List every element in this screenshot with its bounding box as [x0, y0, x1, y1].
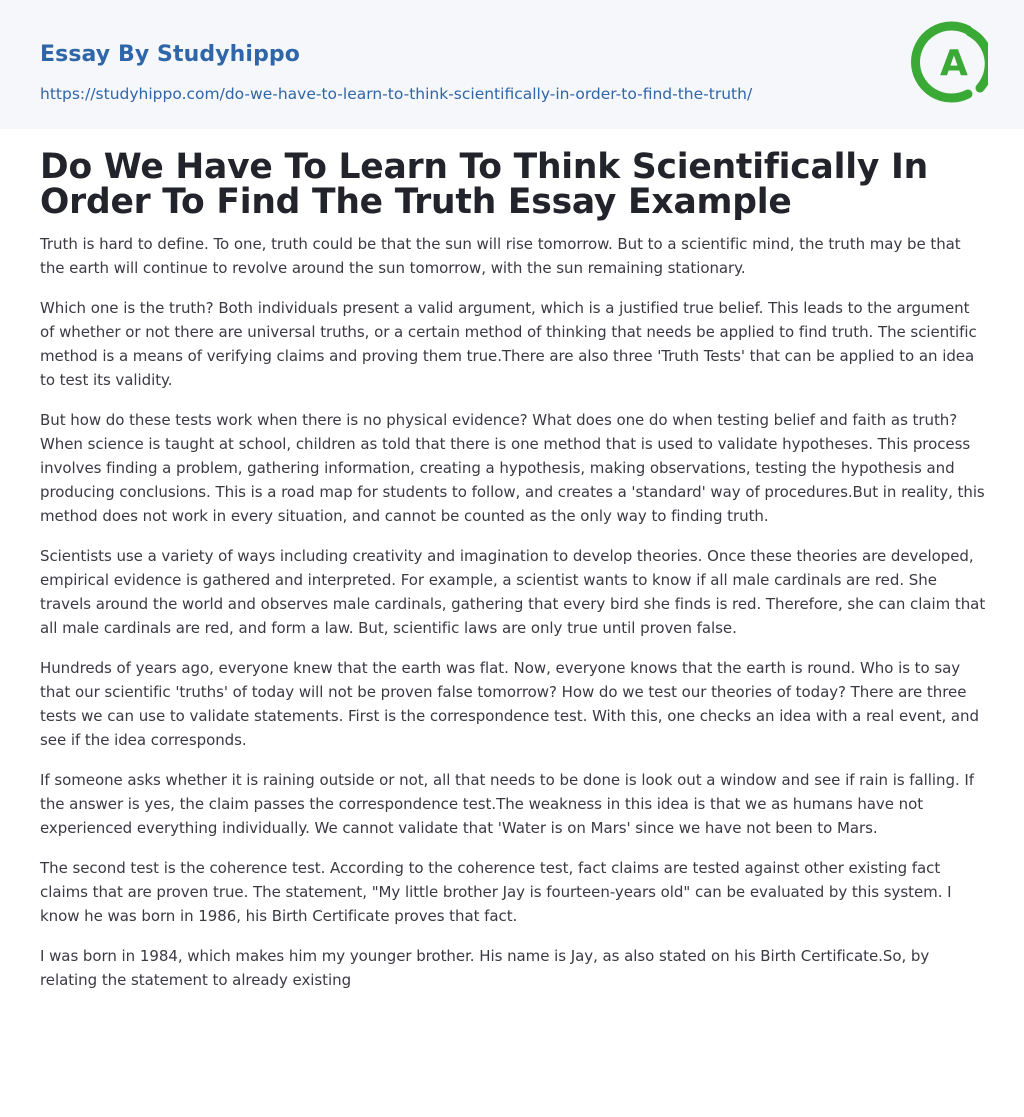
article-paragraph: Hundreds of years ago, everyone knew that the earth was flat. Now, everyone knows that the earth is round. Who is to say that our scientific 'truths' of today will not be proven false tomorrow? How do we test our theories of today? There are three tests we can use to validate statements. First is the correspondence test. With this, one checks an idea with a real event, and see if the idea corresponds.	[40, 659, 979, 749]
page-url-link[interactable]: https://studyhippo.com/do-we-have-to-learn-to-think-scientifically-in-order-to-find-the-truth/	[40, 85, 753, 103]
article-paragraph: Truth is hard to define. To one, truth could be that the sun will rise tomorrow. But to a scientific mind, the truth may be that the earth will continue to revolve around the sun tomorrow, with the sun remaining stationary.	[40, 235, 961, 277]
article-paragraph: Scientists use a variety of ways including creativity and imagination to develop theories. Once these theories are developed, empirical evidence is gathered and interpreted. For example, a scientist wants to know if all male cardinals are red. She travels around the world and observes male cardinals, gathering that every bird she finds is red. Therefore, she can claim that all male cardinals are red, and form a law. But, scientific laws are only true until proven false.	[40, 547, 986, 637]
logo-letter: A	[940, 43, 968, 84]
article	[40, 147, 986, 1008]
studyhippo-logo-icon[interactable]	[910, 18, 988, 106]
article-paragraph: The second test is the coherence test. According to the coherence test, fact claims are tested against other existing fact claims that are proven true. The statement, "My little brother Jay is fourteen-years old" can be evaluated by this system. I know he was born in 1986, his Birth Certificate proves that fact.	[40, 859, 952, 925]
article-title: Do We Have To Learn To Think Scientifically In Order To Find The Truth Essay Example	[40, 147, 928, 222]
site-brand[interactable]: Essay By Studyhippo	[40, 42, 300, 67]
article-paragraph: I was born in 1984, which makes him my younger brother. His name is Jay, as also stated on his Birth Certificate.So, by relating the statement to already existing	[40, 947, 930, 989]
site-header	[0, 0, 1024, 129]
article-paragraph: Which one is the truth? Both individuals present a valid argument, which is a justified true belief. This leads to the argument of whether or not there are universal truths, or a certain method of thinking that needs be applied to find truth. The scientific method is a means of verifying claims and proving them true.There are also three 'Truth Tests' that can be applied to an idea to test its validity.	[40, 299, 977, 389]
article-paragraph: If someone asks whether it is raining outside or not, all that needs to be done is look out a window and see if rain is falling. If the answer is yes, the claim passes the correspondence test.The weakness in this idea is that we as humans have not experienced everything individually. We cannot validate that 'Water is on Mars' since we have not been to Mars.	[40, 771, 974, 837]
article-paragraph: But how do these tests work when there is no physical evidence? What does one do when testing belief and faith as truth? When science is taught at school, children as told that there is one method that is used to validate hypotheses. This process involves finding a problem, gathering information, creating a hypothesis, making observations, testing the hypothesis and producing conclusions. This is a road map for students to follow, and creates a 'standard' way of procedures.But in reality, this method does not work in every situation, and cannot be counted as the only way to finding truth.	[40, 411, 985, 525]
